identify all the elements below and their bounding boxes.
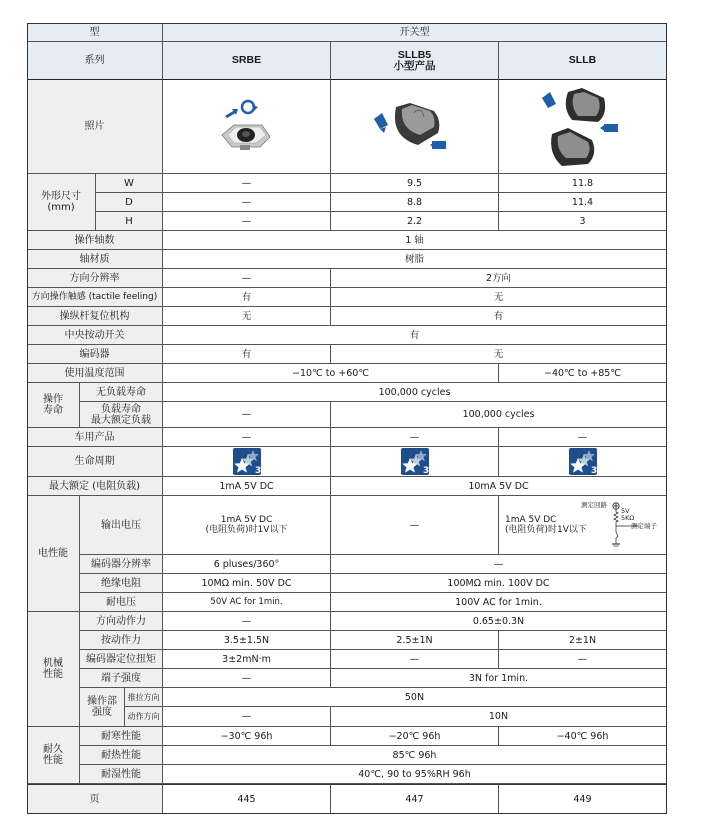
lifecycle-number: 3 (422, 466, 429, 475)
series-name: SRBE (231, 54, 262, 66)
return-rest: 有 (331, 307, 667, 326)
sllb5-product-image (370, 97, 460, 157)
humid-value: 40℃, 90 to 95%RH 96h (163, 765, 667, 784)
insulation-rest: 100MΩ min. 100V DC (331, 574, 667, 593)
type-label: 型 (27, 23, 163, 42)
enc-res-label: 编码器分辨率 (80, 555, 163, 574)
circuit-title: 测定回路 (581, 501, 607, 509)
push-force-srbe: 3.5±1.5N (163, 631, 331, 650)
dims-h-sllb: 3 (499, 212, 667, 231)
max-rating-srbe: 1mA 5V DC (163, 477, 331, 496)
withstand-label: 耐电压 (80, 593, 163, 612)
series-sllb (499, 42, 667, 80)
lifecycle-star-icon (401, 448, 429, 475)
material-value: 树脂 (163, 250, 667, 269)
enc-res-rest: — (331, 555, 667, 574)
cold-label: 耐寒性能 (80, 727, 163, 746)
terminal-label: 端子强度 (80, 669, 163, 688)
auto-label: 车用产品 (27, 428, 163, 447)
dims-axis-d: D (96, 193, 163, 212)
dir-res-label: 方向分辨率 (27, 269, 163, 288)
push-pull-label: 推拉方向 (125, 688, 163, 707)
dir-res-srbe: — (163, 269, 331, 288)
withstand-rest: 100V AC for 1min. (331, 593, 667, 612)
strength-label: 操作部 强度 (80, 688, 125, 727)
max-rating-label: 最大额定 (电阻负载) (27, 477, 163, 496)
series-name: SLLB (568, 54, 597, 66)
temp-label: 使用温度范围 (27, 364, 163, 383)
withstand-srbe: 50V AC for 1min. (163, 593, 331, 612)
temp-sllb: −40℃ to +85℃ (499, 364, 667, 383)
lifecycle-star-icon (569, 448, 597, 475)
dims-d-srbe: — (163, 193, 331, 212)
insulation-label: 绝缘电阻 (80, 574, 163, 593)
push-force-sllb: 2±1N (499, 631, 667, 650)
axes-label: 操作轴数 (27, 231, 163, 250)
life-noload-label: 无负载寿命 (80, 383, 163, 402)
series-label: 系列 (27, 42, 163, 80)
center-label: 中央按动开关 (27, 326, 163, 345)
measurement-circuit (581, 502, 665, 552)
act-dir-srbe: — (163, 707, 331, 727)
cold-srbe: −30℃ 96h (163, 727, 331, 746)
heat-value: 85℃ 96h (163, 746, 667, 765)
push-pull-value: 50N (163, 688, 667, 707)
return-label: 操纵杆复位机构 (27, 307, 163, 326)
lifecycle-number: 3 (590, 466, 597, 475)
life-load-label: 负载寿命 最大额定负载 (80, 402, 163, 428)
encoder-srbe: 有 (163, 345, 331, 364)
heat-label: 耐热性能 (80, 746, 163, 765)
return-srbe: 无 (163, 307, 331, 326)
dims-axis-h: H (96, 212, 163, 231)
electrical-label: 电性能 (27, 496, 80, 612)
output-sllb-text: 1mA 5V DC (电阻负荷)时1V以下 (505, 515, 587, 535)
encoder-rest: 无 (331, 345, 667, 364)
dims-w-sllb: 11.8 (499, 174, 667, 193)
material-label: 轴材质 (27, 250, 163, 269)
cold-sllb: −40℃ 96h (499, 727, 667, 746)
temp-srbe-sllb5: −10℃ to +60℃ (163, 364, 499, 383)
dims-w-srbe: — (163, 174, 331, 193)
dims-h-srbe: — (163, 212, 331, 231)
enc-torque-sllb: — (499, 650, 667, 669)
series-srbe (163, 42, 331, 80)
page-sllb5[interactable]: 447 (331, 784, 499, 814)
dir-res-rest: 2方向 (331, 269, 667, 288)
axes-value: 1 轴 (163, 231, 667, 250)
life-label: 操作 寿命 (27, 383, 80, 428)
insulation-srbe: 10MΩ min. 50V DC (163, 574, 331, 593)
life-load-rest: 100,000 cycles (331, 402, 667, 428)
enc-torque-label: 编码器定位扭矩 (80, 650, 163, 669)
circuit-voltage: 5V (621, 507, 630, 515)
act-dir-label: 动作方向 (125, 707, 163, 727)
terminal-rest: 3N for 1min. (331, 669, 667, 688)
srbe-product-image (212, 97, 282, 157)
act-dir-rest: 10N (331, 707, 667, 727)
life-noload-value: 100,000 cycles (163, 383, 667, 402)
series-sllb5 (331, 42, 499, 80)
push-force-label: 按动作力 (80, 631, 163, 650)
series-sub: 小型产品 (393, 59, 436, 72)
type-value: 开关型 (163, 23, 667, 42)
lifecycle-star-icon (233, 448, 261, 475)
circuit-resistance: 5KΩ (621, 514, 635, 522)
photo-srbe (163, 80, 331, 174)
center-value: 有 (163, 326, 667, 345)
dims-w-sllb5: 9.5 (331, 174, 499, 193)
lifecycle-number: 3 (254, 466, 261, 475)
output-sllb5: — (331, 496, 499, 555)
output-srbe-text: 1mA 5V DC (电阻负荷)时1V以下 (205, 515, 288, 535)
dims-axis-w: W (96, 174, 163, 193)
output-srbe (163, 496, 331, 555)
push-force-sllb5: 2.5±1N (331, 631, 499, 650)
dims-d-sllb5: 8.8 (331, 193, 499, 212)
page-label: 页 (27, 784, 163, 814)
photo-sllb5 (331, 80, 499, 174)
enc-res-srbe: 6 pluses/360° (163, 555, 331, 574)
page-sllb[interactable]: 449 (499, 784, 667, 814)
sllb-product-image (538, 84, 628, 170)
terminal-srbe: — (163, 669, 331, 688)
tactile-rest: 无 (331, 288, 667, 307)
photo-sllb (499, 80, 667, 174)
page-srbe[interactable]: 445 (163, 784, 331, 814)
output-sllb (499, 496, 667, 555)
tactile-label: 方向操作触感 (tactile feeling) (27, 288, 163, 307)
cold-sllb5: −20℃ 96h (331, 727, 499, 746)
dir-force-srbe: — (163, 612, 331, 631)
encoder-label: 编码器 (27, 345, 163, 364)
circuit-terminal: 测定端子 (631, 522, 657, 530)
tactile-srbe: 有 (163, 288, 331, 307)
auto-sllb5: — (331, 428, 499, 447)
auto-srbe: — (163, 428, 331, 447)
mechanical-label: 机械 性能 (27, 612, 80, 727)
lifecycle-label: 生命周期 (27, 447, 163, 477)
dims-label: 外形尺寸 (mm) (27, 174, 96, 231)
life-load-srbe: — (163, 402, 331, 428)
max-rating-rest: 10mA 5V DC (331, 477, 667, 496)
lifecycle-sllb5 (331, 447, 499, 477)
output-label: 输出电压 (80, 496, 163, 555)
photo-label: 照片 (27, 80, 163, 174)
dir-force-label: 方向动作力 (80, 612, 163, 631)
durability-label: 耐久 性能 (27, 727, 80, 784)
dims-h-sllb5: 2.2 (331, 212, 499, 231)
enc-torque-srbe: 3±2mN·m (163, 650, 331, 669)
enc-torque-sllb5: — (331, 650, 499, 669)
dims-d-sllb: 11.4 (499, 193, 667, 212)
lifecycle-srbe (163, 447, 331, 477)
auto-sllb: — (499, 428, 667, 447)
lifecycle-sllb (499, 447, 667, 477)
dir-force-rest: 0.65±0.3N (331, 612, 667, 631)
series-name: SLLB5 (397, 48, 432, 61)
humid-label: 耐湿性能 (80, 765, 163, 784)
